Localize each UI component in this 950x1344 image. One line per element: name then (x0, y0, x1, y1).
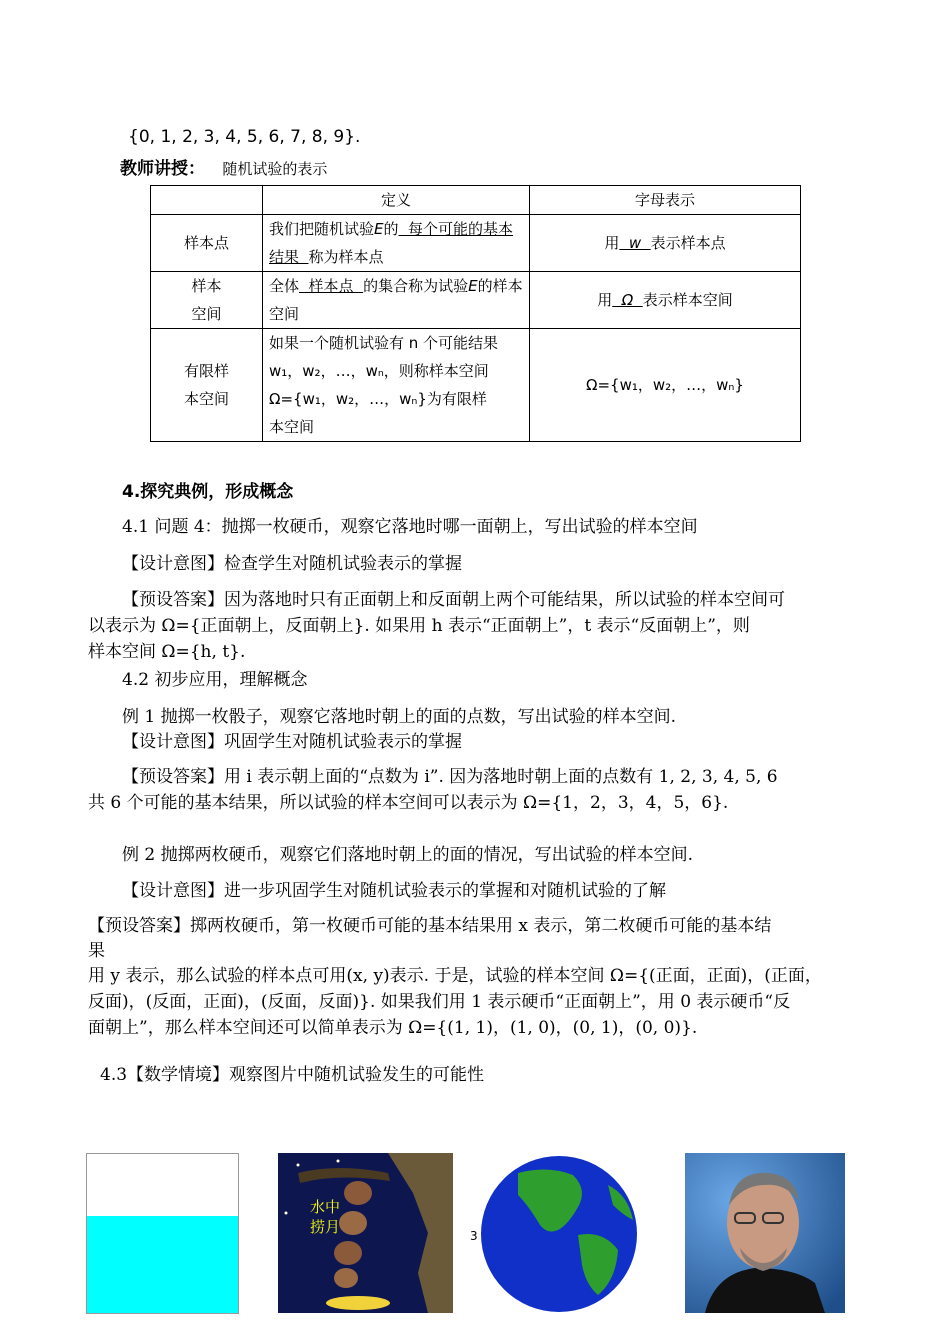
row-def-finite-space: 如果一个随机试验有 n 个可能结果 w₁，w₂，…，wₙ，则称样本空间 Ω={w₁，w₂，…，wₙ}为有限样 本空间 (263, 329, 530, 442)
globe-image (478, 1155, 641, 1313)
row-name-finite-space: 有限样 本空间 (151, 329, 263, 442)
intent-4-1: 【设计意图】检查学生对随机试验表示的掌握 (122, 554, 462, 574)
row-sym-finite-space: Ω={w₁，w₂，…，wₙ} (530, 329, 801, 442)
section-4-title: 4.探究典例，形成概念 (122, 482, 294, 502)
water-container-image (86, 1153, 239, 1314)
answer-ex2-line1: 【预设答案】掷两枚硬币，第一枚硬币可能的基本结果用 x 表示，第二枚硬币可能的基本结 (88, 916, 772, 936)
example-2: 例 2 抛掷两枚硬币，观察它们落地时朝上的面的情况，写出试验的样本空间. (122, 845, 694, 865)
answer-4-1-line2: 以表示为 Ω={正面朝上，反面朝上}. 如果用 h 表示“正面朝上”，t 表示“反面朝上”，则 (88, 616, 750, 636)
image-caption-line2: 捞月 (310, 1218, 341, 1236)
answer-ex2-line2: 用 y 表示，那么试验的样本点可用(x, y)表示. 于是，试验的样本空间 Ω={(正面，正面)，(正面， (88, 966, 822, 986)
definition-table (150, 185, 801, 442)
table-row (151, 272, 801, 329)
image-caption-line1: 水中 (310, 1198, 341, 1216)
row-name-sample-space: 样本 空间 (151, 272, 263, 329)
answer-ex1-line1: 【预设答案】用 i 表示朝上面的“点数为 i”. 因为落地时朝上面的点数有 1, 2, 3, 4, 5, 6 (122, 767, 778, 787)
answer-ex2-line3: 反面)，(反面，正面)，(反面，反面)}. 如果我们用 1 表示硬币“正面朝上”，用 0 表示硬币“反 (88, 992, 791, 1012)
answer-ex2-line4: 面朝上”，那么样本空间还可以简单表示为 Ω={(1, 1)，(1, 0)，(0, 1)，(0, 0)}. (88, 1018, 698, 1038)
row-name-sample-point: 样本点 (151, 215, 263, 272)
heading-4-2: 4.2 初步应用，理解概念 (122, 670, 308, 690)
heading-4-3: 4.3【数学情境】观察图片中随机试验发生的可能性 (100, 1065, 485, 1085)
table-header-symbol: 字母表示 (530, 186, 801, 215)
example-1: 例 1 抛掷一枚骰子，观察它落地时朝上的面的点数，写出试验的样本空间. (122, 707, 677, 727)
water-fill (87, 1216, 238, 1313)
table-header-empty (151, 186, 263, 215)
portrait-image (685, 1153, 845, 1313)
row-sym-sample-space: 用 Ω 表示样本空间 (530, 272, 801, 329)
lecture-label: 教师讲授： (120, 159, 205, 179)
globe-illustration (478, 1155, 641, 1313)
page-number: 3 (470, 1229, 478, 1243)
sample-set-text: {0, 1, 2, 3, 4, 5, 6, 7, 8, 9}. (128, 127, 361, 147)
table-row (151, 329, 801, 442)
person-illustration (685, 1153, 845, 1313)
intent-ex1: 【设计意图】巩固学生对随机试验表示的掌握 (122, 732, 462, 752)
row-def-sample-point: 我们把随机试验E的 每个可能的基本结果 称为样本点 (263, 215, 530, 272)
monkeys-illustration (278, 1153, 453, 1313)
answer-ex1-line2: 共 6 个可能的基本结果，所以试验的样本空间可以表示为 Ω={1，2，3，4，5，6}. (88, 793, 729, 813)
monkeys-moon-image (278, 1153, 453, 1313)
question-4-1: 4.1 问题 4：抛掷一枚硬币，观察它落地时哪一面朝上，写出试验的样本空间 (122, 517, 698, 537)
answer-ex2-line1b: 果 (88, 941, 105, 961)
row-sym-sample-point: 用 w 表示样本点 (530, 215, 801, 272)
intent-ex2: 【设计意图】进一步巩固学生对随机试验表示的掌握和对随机试验的了解 (122, 881, 666, 901)
answer-4-1-line3: 样本空间 Ω={h, t}. (88, 642, 246, 662)
lecture-title: 随机试验的表示 (222, 160, 328, 178)
row-def-sample-space: 全体 样本点 的集合称为试验E的样本空间 (263, 272, 530, 329)
answer-4-1-line1: 【预设答案】因为落地时只有正面朝上和反面朝上两个可能结果，所以试验的样本空间可 (122, 590, 785, 610)
lecture-line (120, 156, 327, 182)
table-header-definition: 定义 (263, 186, 530, 215)
table-row (151, 215, 801, 272)
